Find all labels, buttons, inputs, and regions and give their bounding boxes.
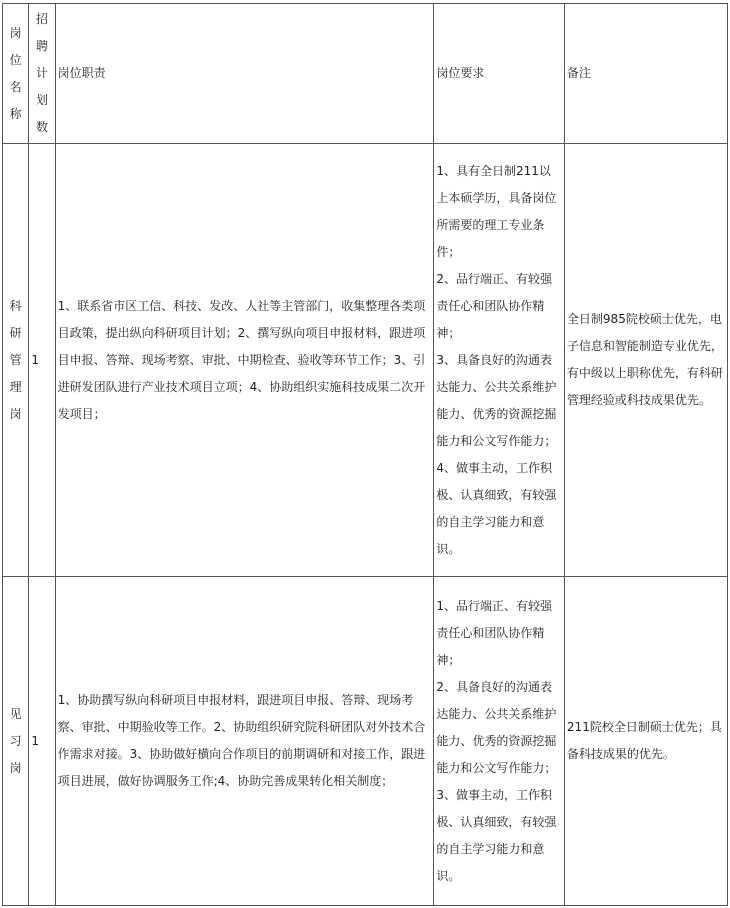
remarks-cell: 211院校全日制硕士优先；具备科技成果的优先。 [564,577,727,906]
header-position-name: 岗 位 名 称 [3,4,29,144]
requirement-item: 1、品行端正、有较强责任心和团队协作精神； [436,598,552,667]
requirement-item: 3、做事主动，工作积极、认真细致，有较强的自主学习能力和意识。 [436,787,557,883]
header-requirements: 岗位要求 [434,4,565,144]
duties-cell: 1、联系省市区工信、科技、发改、人社等主管部门，收集整理各类项目政策，提出纵向科研项目计划；2、撰写纵向项目申报材料，跟进项目申报、答辩、现场考察、审批、中期检查、验收等环节工作；3、引进研发团队进行产业技术项目立项；4、协助组织实施科技成果二次开发项目； [55,144,434,577]
table-header-row [3,4,728,144]
requirement-item: 2、品行端正、有较强责任心和团队协作精神； [436,271,552,340]
recruit-count-cell: 1 [29,144,55,577]
position-name-cell: 见 习 岗 [3,577,29,906]
position-name-cell: 科 研 管 理 岗 [3,144,29,577]
header-duties: 岗位职责 [55,4,434,144]
requirement-item: 1、具有全日制211以上本硕学历，具备岗位所需要的理工专业条件； [436,163,557,259]
requirement-item: 2、具备良好的沟通表达能力、公共关系维护能力、优秀的资源挖掘能力和公文写作能力； [436,679,557,775]
remarks-cell: 全日制985院校硕士优先，电子信息和智能制造专业优先，有中级以上职称优先，有科研管理经验或科技成果优先。 [564,144,727,577]
requirements-cell [434,144,565,577]
table-row [3,577,728,906]
table-row [3,144,728,577]
requirements-cell [434,577,565,906]
job-requirements-table [2,3,728,906]
requirement-item: 4、做事主动，工作积极、认真细致，有较强的自主学习能力和意识。 [436,460,557,556]
requirement-item: 3、具备良好的沟通表达能力、公共关系维护能力、优秀的资源挖掘能力和公文写作能力； [436,352,557,448]
duties-cell: 1、协助撰写纵向科研项目申报材料，跟进项目申报、答辩、现场考察、审批、中期验收等工作。2、协助组织研究院科研团队对外技术合作需求对接。3、协助做好横向合作项目的前期调研和对接工作，跟进项目进展，做好协调服务工作;4、协助完善成果转化相关制度； [55,577,434,906]
recruit-count-cell: 1 [29,577,55,906]
header-remarks: 备注 [564,4,727,144]
header-recruit-count: 招 聘 计 划 数 [29,4,55,144]
